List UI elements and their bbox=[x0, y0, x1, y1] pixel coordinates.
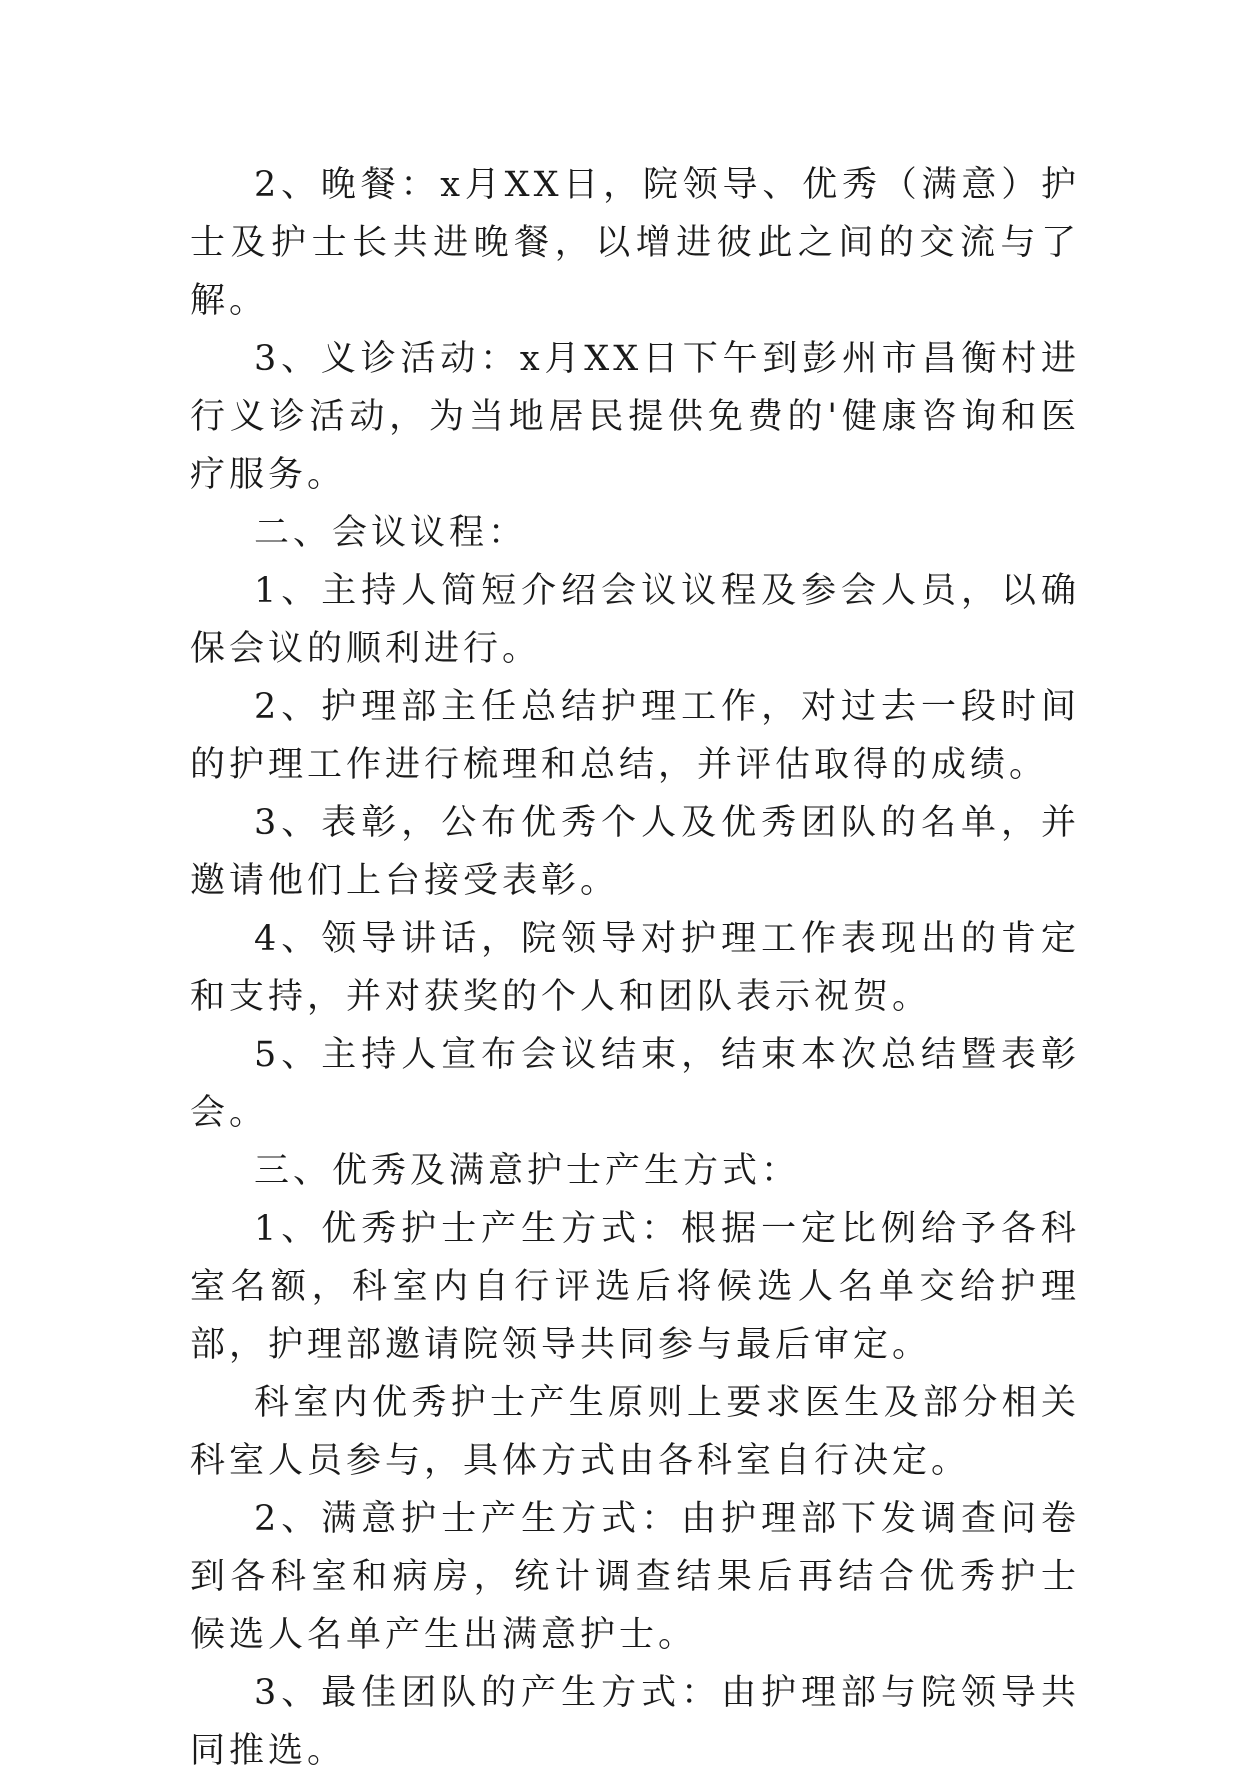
paragraph-selection-3: 3、最佳团队的产生方式：由护理部与院领导共同推选。 bbox=[190, 1673, 1080, 1771]
paragraph-free-clinic: 3、义诊活动：x月XX日下午到彭州市昌衡村进行义诊活动，为当地居民提供免费的'健康咨询和医疗服务。 bbox=[190, 339, 1080, 495]
section-heading-selection: 三、优秀及满意护士产生方式： bbox=[254, 1151, 801, 1191]
paragraph-selection-2: 2、满意护士产生方式：由护理部下发调查问卷到各科室和病房，统计调查结果后再结合优秀护士候选人名单产生出满意护士。 bbox=[190, 1499, 1080, 1655]
paragraph-agenda-5: 5、主持人宣布会议结束，结束本次总结暨表彰会。 bbox=[190, 1035, 1080, 1133]
paragraph-selection-1: 1、优秀护士产生方式：根据一定比例给予各科室名额，科室内自行评选后将候选人名单交给护理部，护理部邀请院领导共同参与最后审定。 bbox=[190, 1209, 1080, 1365]
paragraph-agenda-3: 3、表彰，公布优秀个人及优秀团队的名单，并邀请他们上台接受表彰。 bbox=[190, 803, 1080, 901]
paragraph-agenda-1: 1、主持人简短介绍会议议程及参会人员，以确保会议的顺利进行。 bbox=[190, 571, 1080, 669]
document-body bbox=[190, 156, 1080, 1780]
section-heading-agenda: 二、会议议程： bbox=[254, 513, 528, 553]
paragraph-agenda-2: 2、护理部主任总结护理工作，对过去一段时间的护理工作进行梳理和总结，并评估取得的成绩。 bbox=[190, 687, 1080, 785]
paragraph-agenda-4: 4、领导讲话，院领导对护理工作表现出的肯定和支持，并对获奖的个人和团队表示祝贺。 bbox=[190, 919, 1080, 1017]
paragraph-dinner: 2、晚餐：x月XX日，院领导、优秀（满意）护士及护士长共进晚餐，以增进彼此之间的交流与了解。 bbox=[190, 165, 1080, 321]
paragraph-selection-note: 科室内优秀护士产生原则上要求医生及部分相关科室人员参与，具体方式由各科室自行决定。 bbox=[190, 1383, 1080, 1481]
